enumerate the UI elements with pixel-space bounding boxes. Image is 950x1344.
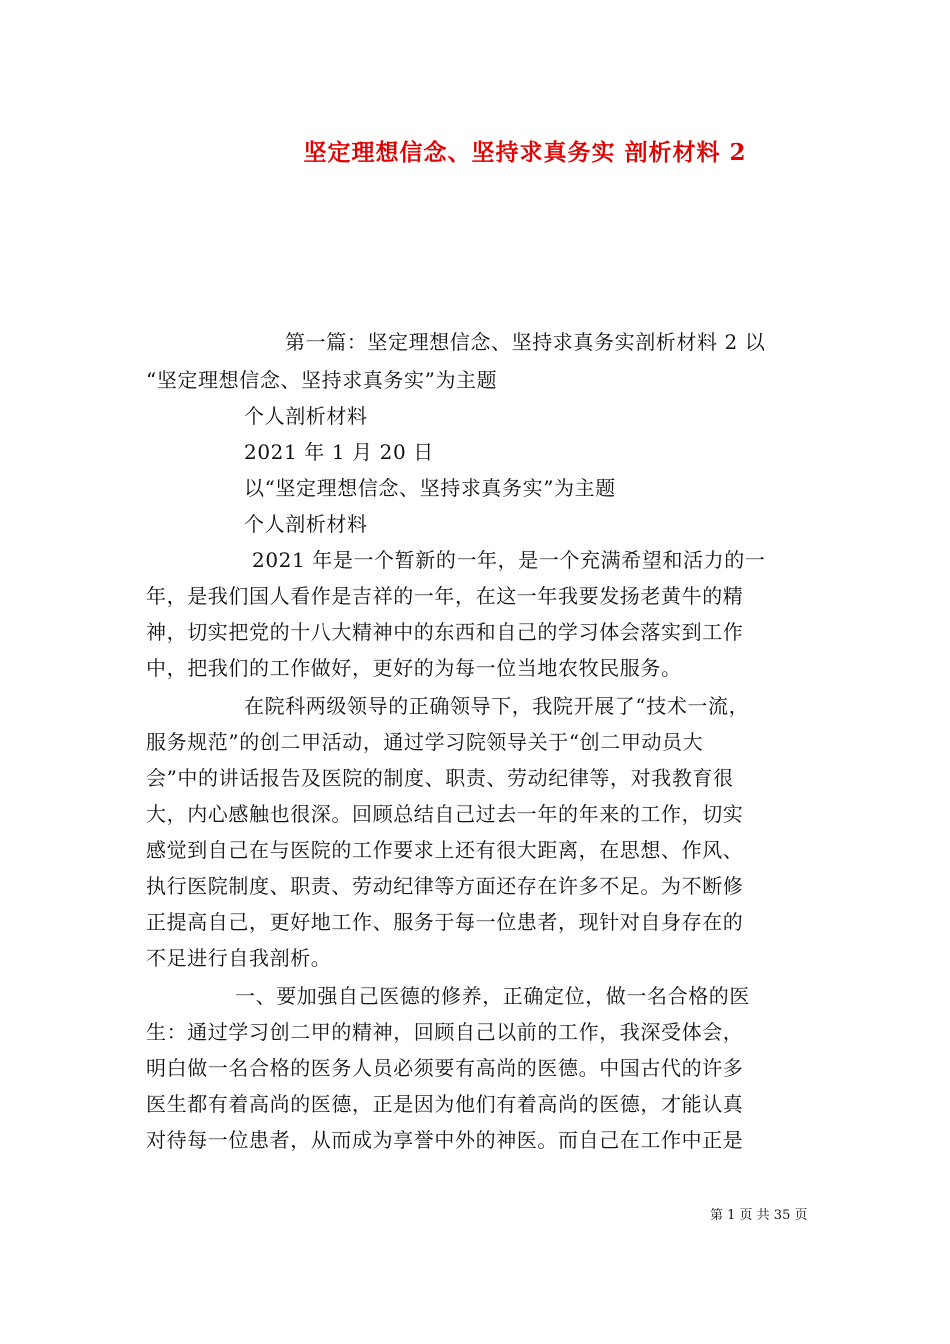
text-line: 医生都有着高尚的医德，正是因为他们有着高尚的医德，才能认真	[146, 1092, 744, 1116]
text-line: 2021 年是一个暂新的一年，是一个充满希望和活力的一	[252, 548, 766, 572]
text-line: 服务规范”的创二甲活动，通过学习院领导关于“创二甲动员大	[146, 730, 704, 754]
document-title: 坚定理想信念、坚持求真务实 剖析材料 2	[303, 139, 747, 166]
text-line: 明白做一名合格的医务人员必须要有高尚的医德。中国古代的许多	[146, 1056, 744, 1080]
text-line: 正提高自己，更好地工作、服务于每一位患者，现针对自身存在的	[146, 910, 744, 934]
text-line: 第一篇：坚定理想信念、坚持求真务实剖析材料 2 以	[285, 330, 766, 354]
text-line: 大，内心感触也很深。回顾总结自己过去一年的年来的工作，切实	[146, 802, 744, 826]
text-line: 会”中的讲话报告及医院的制度、职责、劳动纪律等，对我教育很	[146, 766, 734, 790]
text-line: 年，是我们国人看作是吉祥的一年，在这一年我要发扬老黄牛的精	[146, 584, 744, 608]
text-line: 生：通过学习创二甲的精神，回顾自己以前的工作，我深受体会，	[146, 1020, 744, 1044]
text-line: 个人剖析材料	[244, 512, 368, 536]
text-line: 以“坚定理想信念、坚持求真务实”为主题	[244, 476, 616, 500]
text-line: 对待每一位患者，从而成为享誉中外的神医。而自己在工作中正是	[146, 1128, 744, 1152]
text-line: 个人剖析材料	[244, 404, 368, 428]
text-line: 在院科两级领导的正确领导下，我院开展了“技术一流，	[244, 694, 750, 718]
text-line: 一、要加强自己医德的修养，正确定位，做一名合格的医	[235, 984, 750, 1008]
text-line: “坚定理想信念、坚持求真务实”为主题	[146, 368, 498, 392]
text-line: 执行医院制度、职责、劳动纪律等方面还存在许多不足。为不断修	[146, 874, 744, 898]
text-line: 感觉到自己在与医院的工作要求上还有很大距离，在思想、作风、	[146, 838, 744, 862]
page-number-footer: 第 1 页 共 35 页	[710, 1208, 808, 1223]
text-line: 神，切实把党的十八大精神中的东西和自己的学习体会落实到工作	[146, 620, 744, 644]
text-line: 2021 年 1 月 20 日	[244, 440, 434, 464]
text-line: 中，把我们的工作做好，更好的为每一位当地农牧民服务。	[146, 656, 682, 680]
text-line: 不足进行自我剖析。	[146, 946, 332, 970]
